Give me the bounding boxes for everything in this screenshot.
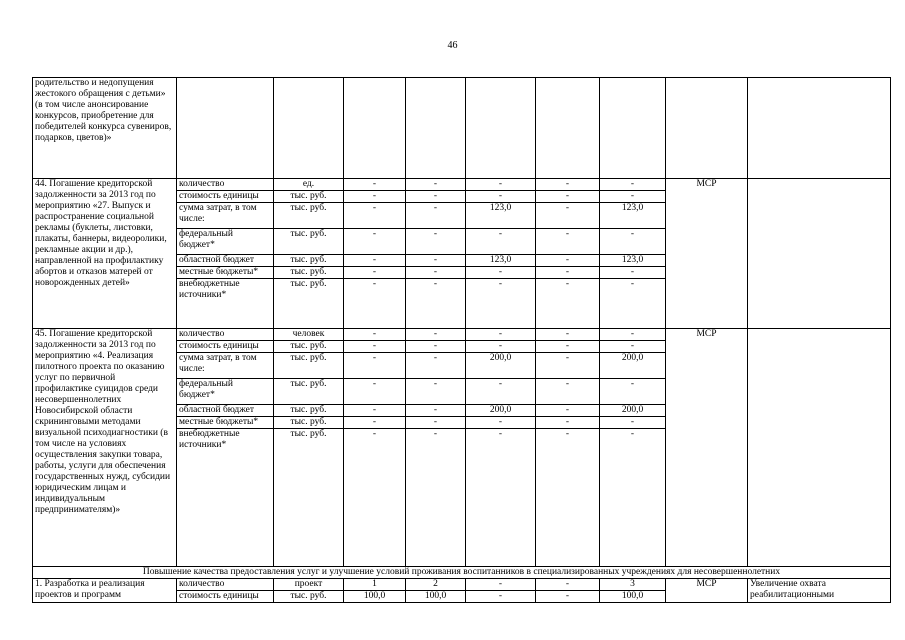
unit-cell: тыс. руб. (274, 379, 344, 405)
indicator-cell: местные бюджеты* (177, 267, 274, 279)
unit-cell: тыс. руб. (274, 279, 344, 329)
unit-cell: тыс. руб. (274, 353, 344, 379)
page-number: 46 (447, 40, 458, 51)
value-cell: - (536, 229, 600, 255)
value-cell: - (344, 267, 406, 279)
value-cell: - (466, 267, 536, 279)
value-cell: 123,0 (600, 255, 666, 267)
value-cell: - (344, 191, 406, 203)
section-title: Повышение качества предоставления услуг и улучшение условий проживания воспитанников в специализированных учреждениях для несовершеннолетних (33, 567, 891, 579)
executor-cell: МСР (666, 579, 748, 603)
empty-cell (748, 78, 891, 179)
value-cell: - (466, 579, 536, 591)
program-measures-table (32, 77, 891, 603)
value-cell: - (406, 229, 466, 255)
value-cell: - (536, 255, 600, 267)
value-cell: - (536, 379, 600, 405)
value-cell: - (536, 191, 600, 203)
indicator-cell: количество (177, 329, 274, 341)
value-cell: - (536, 579, 600, 591)
value-cell: - (466, 179, 536, 191)
value-cell: 200,0 (600, 405, 666, 417)
value-cell: - (466, 417, 536, 429)
unit-cell: тыс. руб. (274, 405, 344, 417)
value-cell: - (600, 229, 666, 255)
value-cell: - (536, 353, 600, 379)
measure-name-cell: родительство и недопущения жестокого обращения с детьми» (в том числе анонсирование конкурсов, приобретение для победителей конкурса сувениров, подарков, цветов)» (33, 78, 177, 179)
unit-cell: ед. (274, 179, 344, 191)
value-cell: - (466, 591, 536, 603)
value-cell: - (536, 267, 600, 279)
value-cell: 123,0 (466, 255, 536, 267)
measure-name-cell: 1. Разработка и реализация проектов и программ (33, 579, 177, 603)
indicator-cell: внебюджетные источники* (177, 429, 274, 567)
value-cell: - (466, 379, 536, 405)
value-cell: - (344, 279, 406, 329)
value-cell: - (344, 179, 406, 191)
value-cell: 100,0 (600, 591, 666, 603)
value-cell: - (344, 229, 406, 255)
empty-cell (536, 78, 600, 179)
value-cell: 3 (600, 579, 666, 591)
unit-cell: тыс. руб. (274, 429, 344, 567)
value-cell: - (600, 341, 666, 353)
value-cell: 1 (344, 579, 406, 591)
unit-cell: тыс. руб. (274, 341, 344, 353)
value-cell: - (600, 379, 666, 405)
value-cell: - (536, 417, 600, 429)
value-cell: 123,0 (466, 203, 536, 229)
value-cell: 123,0 (600, 203, 666, 229)
value-cell: - (344, 353, 406, 379)
value-cell: - (406, 353, 466, 379)
value-cell: - (344, 379, 406, 405)
value-cell: - (344, 203, 406, 229)
empty-cell (406, 78, 466, 179)
value-cell: - (536, 279, 600, 329)
result-cell (748, 329, 891, 567)
value-cell: - (466, 329, 536, 341)
value-cell: - (466, 341, 536, 353)
indicator-cell: областной бюджет (177, 255, 274, 267)
value-cell: - (466, 279, 536, 329)
value-cell: - (536, 179, 600, 191)
empty-cell (666, 78, 748, 179)
value-cell: - (600, 279, 666, 329)
unit-cell: тыс. руб. (274, 591, 344, 603)
value-cell: - (466, 429, 536, 567)
value-cell: - (344, 255, 406, 267)
executor-cell: МСР (666, 179, 748, 329)
value-cell: 100,0 (406, 591, 466, 603)
value-cell: 100,0 (344, 591, 406, 603)
value-cell: - (600, 329, 666, 341)
unit-cell: тыс. руб. (274, 255, 344, 267)
indicator-cell: количество (177, 579, 274, 591)
unit-cell: проект (274, 579, 344, 591)
indicator-cell: областной бюджет (177, 405, 274, 417)
empty-cell (600, 78, 666, 179)
value-cell: - (344, 405, 406, 417)
value-cell: - (466, 191, 536, 203)
value-cell: - (406, 405, 466, 417)
value-cell: - (344, 417, 406, 429)
value-cell: - (406, 379, 466, 405)
indicator-cell: федеральный бюджет* (177, 229, 274, 255)
unit-cell: тыс. руб. (274, 417, 344, 429)
value-cell: - (344, 341, 406, 353)
unit-cell: тыс. руб. (274, 203, 344, 229)
value-cell: - (406, 429, 466, 567)
indicator-cell: сумма затрат, в том числе: (177, 203, 274, 229)
value-cell: - (406, 255, 466, 267)
value-cell: - (344, 329, 406, 341)
unit-cell: тыс. руб. (274, 191, 344, 203)
empty-cell (344, 78, 406, 179)
indicator-cell: стоимость единицы (177, 191, 274, 203)
value-cell: - (600, 191, 666, 203)
value-cell: - (466, 229, 536, 255)
value-cell: - (406, 341, 466, 353)
measure-name-cell: 44. Погашение кредиторской задолженности за 2013 год по мероприятию «27. Выпуск и распространение социальной рекламы (буклеты, листовки, плакаты, баннеры, видеоролики, рекламные акции и др.), направленной на профилактику абортов и отказов матерей от новорожденных детей» (33, 179, 177, 329)
empty-cell (177, 78, 274, 179)
indicator-cell: федеральный бюджет* (177, 379, 274, 405)
value-cell: - (600, 429, 666, 567)
value-cell: - (344, 429, 406, 567)
value-cell: - (536, 329, 600, 341)
table-row (33, 179, 891, 191)
value-cell: 200,0 (600, 353, 666, 379)
value-cell: - (600, 417, 666, 429)
value-cell: - (600, 267, 666, 279)
value-cell: - (406, 417, 466, 429)
value-cell: - (536, 591, 600, 603)
value-cell: - (536, 203, 600, 229)
indicator-cell: стоимость единицы (177, 591, 274, 603)
value-cell: - (406, 191, 466, 203)
value-cell: - (600, 179, 666, 191)
value-cell: - (406, 329, 466, 341)
unit-cell: человек (274, 329, 344, 341)
result-cell (748, 179, 891, 329)
empty-cell (274, 78, 344, 179)
indicator-cell: внебюджетные источники* (177, 279, 274, 329)
value-cell: - (406, 179, 466, 191)
measure-name-cell: 45. Погашение кредиторской задолженности за 2013 год по мероприятию «4. Реализация пилотного проекта по оказанию услуг по первичной профилактике суицидов среди несовершеннолетних Новосибирской области скрининговыми методами визуальной психодиагностики (в том числе на условиях осуществления закупки товара, работы, услуги для обеспечения государственных нужд, субсидии юридическим лицам и индивидуальным предпринимателям)» (33, 329, 177, 567)
unit-cell: тыс. руб. (274, 267, 344, 279)
table-row (33, 78, 891, 179)
section-header-row (33, 567, 891, 579)
executor-cell: МСР (666, 329, 748, 567)
value-cell: - (406, 267, 466, 279)
value-cell: - (536, 429, 600, 567)
result-cell: Увеличение охвата реабилитационными (748, 579, 891, 603)
table-row (33, 579, 891, 591)
value-cell: - (406, 279, 466, 329)
unit-cell: тыс. руб. (274, 229, 344, 255)
table-row (33, 329, 891, 341)
indicator-cell: стоимость единицы (177, 341, 274, 353)
value-cell: 200,0 (466, 353, 536, 379)
indicator-cell: количество (177, 179, 274, 191)
value-cell: - (536, 341, 600, 353)
value-cell: 2 (406, 579, 466, 591)
value-cell: - (406, 203, 466, 229)
indicator-cell: местные бюджеты* (177, 417, 274, 429)
indicator-cell: сумма затрат, в том числе: (177, 353, 274, 379)
value-cell: - (536, 405, 600, 417)
value-cell: 200,0 (466, 405, 536, 417)
empty-cell (466, 78, 536, 179)
